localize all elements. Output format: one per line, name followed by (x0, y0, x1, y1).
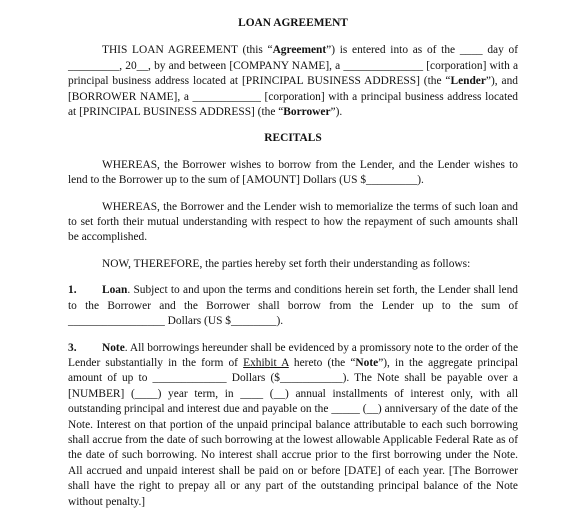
defined-term-note: Note (355, 356, 379, 369)
intro-text-c: ”) is entered into as of the ____ day of _________, 20__, by and between [COMPANY NAME], a ______________ [corporation] with a principal business address located at [PRINCIPAL BUSINESS ADDRESS] (the “ (68, 44, 519, 88)
section-1-body: . Subject to and upon the terms and conditions herein set forth, the Lender shall lend to the Borrower and the Borrower shall borrow from the Lender up to the sum of _________________ Dollars (US $________). (68, 284, 518, 328)
intro-paragraph (68, 43, 518, 120)
section-3-heading: Note (102, 341, 125, 354)
section-3-text-c: ”), in the aggregate principal amount of up to _____________ Dollars ($___________). The Note shall be payable over a [NUMBER] (____) year term, in ____ (__) annual installments of interest only, with all outstanding principal and interest due and payable on the _____ (__) anniversary of the date of the Note. Interest on that portion of the unpaid principal balance attributable to each such borrowing shall accrue from the date of such borrowing at the lowest allowable Applicable Federal Rate as of the date of such borrowing. No interest shall accrue prior to the first borrowing under the Note. All accrued and unpaid interest shall be paid on or before [DATE] of each year. [The Borrower shall have the right to prepay all or any part of the outstanding principal balance of the Note without penalty.] (68, 356, 518, 508)
section-3-text-b: hereto (the “ (288, 356, 356, 369)
section-1-paragraph (68, 283, 518, 329)
section-3-text-a: . All borrowings hereunder shall be evidenced by a promissory note to the order of the Lender substantially in the form of (68, 341, 518, 369)
section-1-heading: Loan (102, 284, 128, 297)
recitals-heading: RECITALS (264, 132, 322, 145)
section-3-number: 3. (68, 341, 77, 354)
section-3-paragraph (68, 341, 518, 510)
document-title: LOAN AGREEMENT (238, 17, 348, 29)
recital-paragraph-2: WHEREAS, the Borrower and the Lender wish to memorialize the terms of such loan and to set forth their mutual understanding with respect to how the repayment of such amounts shall be accomplished. (68, 200, 518, 244)
section-1-number: 1. (68, 284, 77, 297)
now-therefore-paragraph: NOW, THEREFORE, the parties hereby set forth their understanding as follows: (102, 257, 471, 270)
exhibit-a-reference: Exhibit A (243, 356, 289, 369)
defined-term-lender: Lender (450, 75, 486, 88)
intro-text-g: ”). (330, 106, 343, 119)
recital-paragraph-1: WHEREAS, the Borrower wishes to borrow from the Lender, and the Lender wishes to lend to the Borrower up to the sum of [AMOUNT] Dollars (US $_________). (68, 158, 518, 187)
intro-text-a: THIS LOAN AGREEMENT (this “ (102, 44, 273, 57)
defined-term-borrower: Borrower (283, 106, 331, 119)
defined-term-agreement: Agreement (272, 44, 327, 57)
intro-text-e: ”), and [BORROWER NAME], a ____________ [corporation] with a principal business address located at [PRINCIPAL BUSINESS ADDRESS] (the “ (68, 75, 518, 119)
